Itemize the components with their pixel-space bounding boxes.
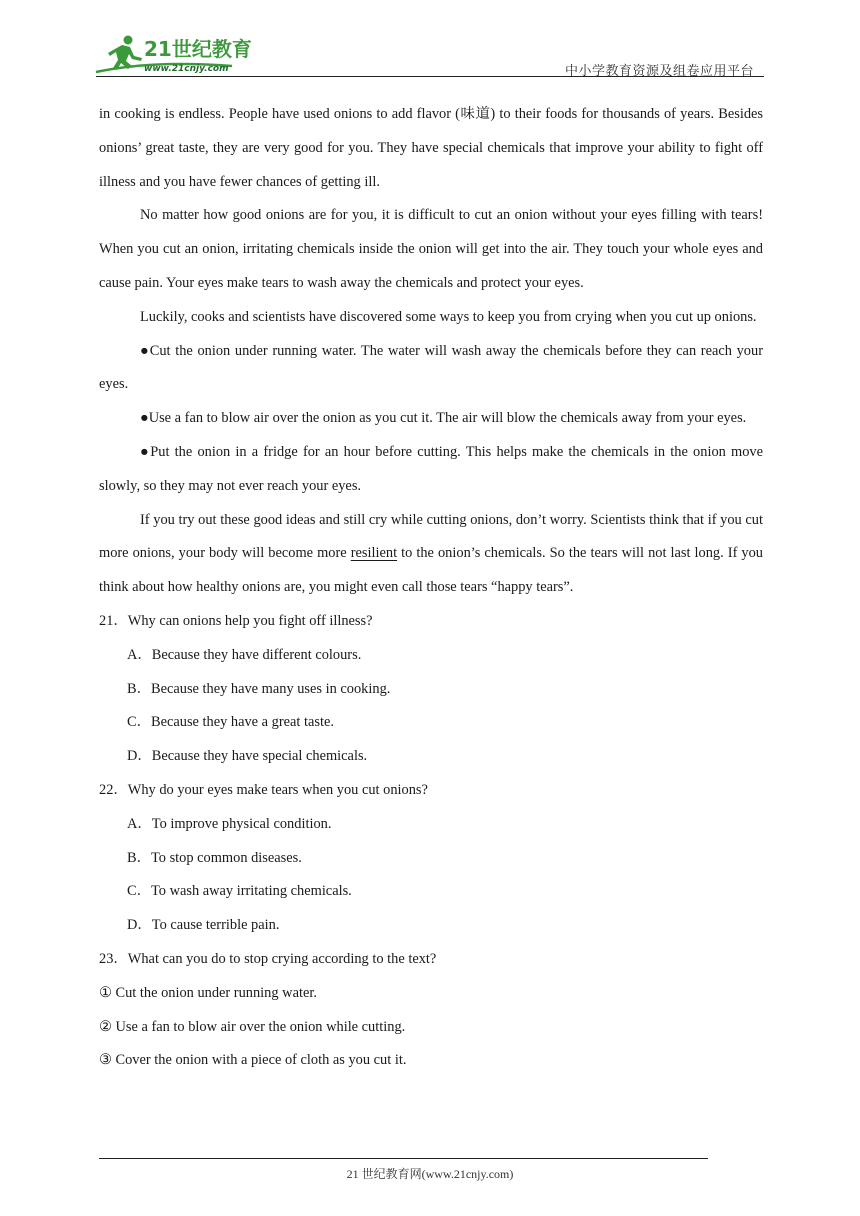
option-d: D．Because they have special chemicals. [127,748,368,765]
passage-bullet-3: ●Put the onion in a fridge for an hour before cutting. This helps make the chemicals in the onion move slowly, so they may not ever reach your eyes. [99,443,763,494]
passage-text: If you try out these good ideas and still cry while cutting onions, don’t worry. Scientists think that if you cut more onions, your body will become more [99,511,763,562]
question-stem: 21．Why can onions help you fight off illness? [99,612,373,629]
passage-paragraph-4 [99,504,763,605]
question-stem: 23．What can you do to stop crying according to the text? [99,950,437,967]
passage-paragraph-2: No matter how good onions are for you, it is difficult to cut an onion without your eyes filling with tears! When you cut an onion, irritating chemicals inside the onion will get into the air. They touch your whole eyes and cause pain. Your eyes make tears to wash away the chemicals and protect your eyes. [99,207,763,291]
option-b: B．To stop common diseases. [127,849,302,866]
logo-text: 21世纪教育 [144,37,252,61]
passage-bullet-1: ●Cut the onion under running water. The water will wash away the chemicals before they can reach your eyes. [99,342,763,393]
passage-bullet-2: ●Use a fan to blow air over the onion as you cut it. The air will blow the chemicals away from your eyes. [140,410,747,427]
page-footer [0,1165,860,1182]
platform-title: 中小学教育资源及组卷应用平台 [564,64,754,79]
option-a: A．To improve physical condition. [127,815,332,832]
logo-url-text: www.21cnjy.com [144,64,229,74]
option-b: B．Because they have many uses in cooking. [127,680,391,697]
footer-text: 21 世纪教育网(www.21cnjy.com) [346,1167,514,1181]
statement-item: ③ Cover the onion with a piece of cloth as you cut it. [99,1052,407,1069]
option-c: C．Because they have a great taste. [127,714,334,731]
underlined-word: resilient [350,545,398,562]
option-d: D．To cause terrible pain. [127,917,280,934]
question-22 [99,774,763,943]
reading-content [99,98,763,1078]
statement-item: ① Cut the onion under running water. [99,984,317,1001]
statement-item: ② Use a fan to blow air over the onion while cutting. [99,1018,406,1035]
passage-text: to the onion’s chemicals. So the tears will not last long. If you think about how healthy onions are, you might even call those tears “happy tears”. [99,545,763,596]
option-c: C．To wash away irritating chemicals. [127,883,352,900]
site-logo [92,30,262,78]
question-stem: 22．Why do your eyes make tears when you cut onions? [99,781,428,798]
header-divider [96,76,764,77]
passage-paragraph-3: Luckily, cooks and scientists have discovered some ways to keep you from crying when you cut up onions. [140,308,757,325]
question-21 [99,605,763,774]
page-header [0,0,860,80]
question-23 [99,943,763,1078]
option-a: A．Because they have different colours. [127,646,362,663]
footer-divider [99,1158,708,1159]
passage-paragraph-1: in cooking is endless. People have used onions to add flavor (味道) to their foods for thousands of years. Besides onions’ great taste, they are very good for you. They have special chemicals that improve your ability to fight off illness and you have fewer chances of getting ill. [99,106,763,190]
